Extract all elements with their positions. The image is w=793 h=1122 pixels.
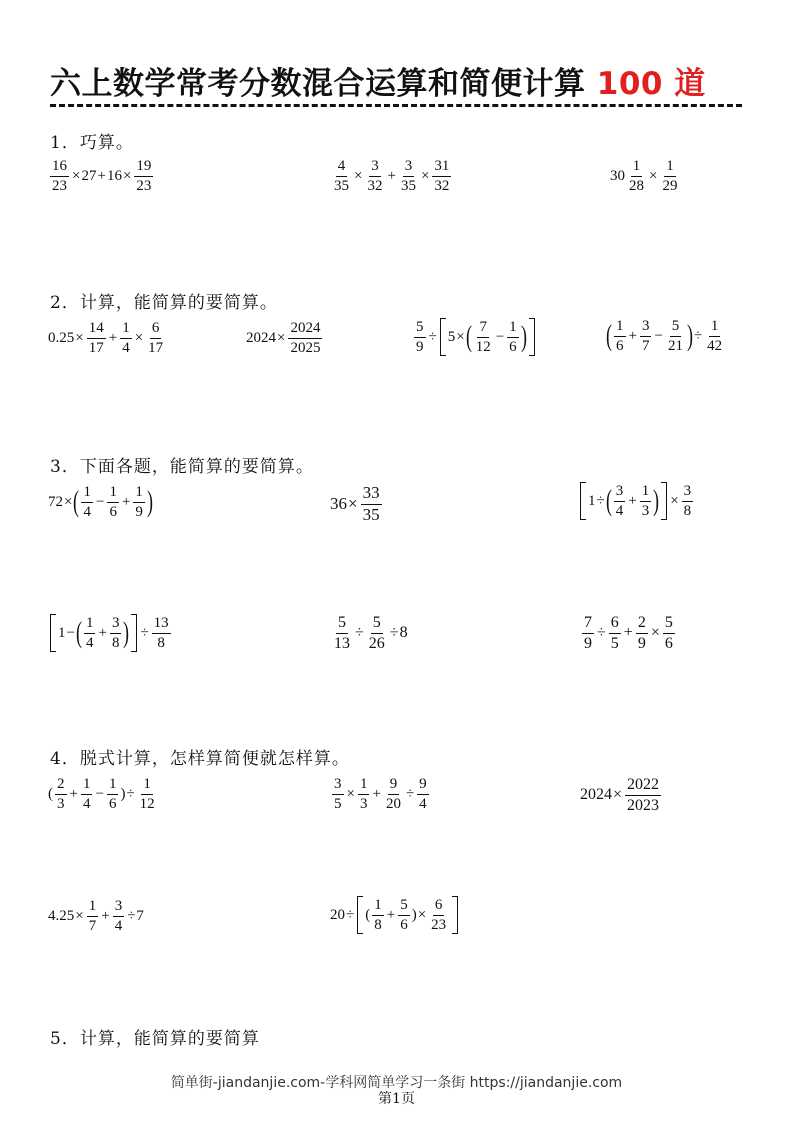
expr-2-3: $\frac{5}{9}$ ÷ 5 × ( $\frac{7}{12}$ − $\frac{1}{6}$ ) bbox=[412, 318, 537, 356]
section-4-heading: 4．脱式计算，怎样算简便就怎样算。 bbox=[50, 749, 350, 769]
footer-source: 简单街-jiandanjie.com-学科网简单学习一条街 https://jiandanjie.com bbox=[170, 1075, 623, 1091]
expr-2-2: 2024 × $\frac{2024}{2025}$ bbox=[246, 320, 321, 356]
expr-2-1: 0.25 × $\frac{14}{17}$ + $\frac{1}{4}$ × $\frac{6}{17}$ bbox=[48, 320, 164, 356]
page-number: 第1页 bbox=[378, 1091, 415, 1107]
section-3-heading: 3．下面各题，能简算的要简算。 bbox=[50, 457, 314, 477]
title-count: 100 道 bbox=[596, 66, 706, 102]
title-divider bbox=[50, 104, 742, 107]
expr-4-5: 20 ÷ ( $\frac{1}{8}$ + $\frac{5}{6}$ ) × $\frac{6}{23}$ bbox=[330, 896, 460, 934]
page-title: 六上数学常考分数混合运算和简便计算 100 道 bbox=[50, 66, 706, 102]
expr-4-3: 2024 × $\frac{2022}{2023}$ bbox=[580, 776, 660, 814]
expr-3-4: 1 − ( $\frac{1}{4}$ + $\frac{3}{8}$ ) ÷ $\frac{13}{8}$ bbox=[48, 614, 173, 652]
expr-2-4: ( $\frac{1}{6}$ + $\frac{3}{7}$ − $\frac{5}{21}$ ) ÷ $\frac{1}{42}$ bbox=[606, 318, 723, 354]
expr-1-1: $\frac{16}{23}$ × 27 + 16 × $\frac{19}{23}$ bbox=[52, 158, 152, 194]
section-1-heading: 1．巧算。 bbox=[50, 133, 134, 153]
expr-3-6: $\frac{7}{9}$ ÷ $\frac{6}{5}$ + $\frac{2}{9}$ × $\frac{5}{6}$ bbox=[584, 614, 673, 652]
expr-3-3: 1 ÷ ( $\frac{3}{4}$ + $\frac{1}{3}$ ) × $\frac{3}{8}$ bbox=[578, 482, 695, 520]
expr-4-2: $\frac{3}{5}$ × $\frac{1}{3}$ + $\frac{9}{20}$ ÷ $\frac{9}{4}$ bbox=[334, 776, 427, 812]
section-5-heading: 5．计算，能简算的要简算 bbox=[50, 1029, 260, 1049]
expr-4-4: 4.25 × $\frac{1}{7}$ + $\frac{3}{4}$ ÷ 7 bbox=[48, 898, 144, 934]
section-2-heading: 2．计算，能简算的要简算。 bbox=[50, 293, 278, 313]
expr-3-1: 72 × ( $\frac{1}{4}$ − $\frac{1}{6}$ + $\frac{1}{9}$ ) bbox=[48, 484, 153, 520]
expr-3-2: 36 × $\frac{33}{35}$ bbox=[330, 483, 380, 524]
expr-3-5: $\frac{5}{13}$ ÷ $\frac{5}{26}$ ÷ 8 bbox=[334, 614, 408, 652]
expr-1-2: $\frac{4}{35}$ × $\frac{3}{32}$ + $\frac{3}{35}$ × $\frac{31}{32}$ bbox=[334, 158, 450, 194]
expr-1-3: 30 $\frac{1}{28}$ × $\frac{1}{29}$ bbox=[610, 158, 678, 194]
expr-4-1: ( $\frac{2}{3}$ + $\frac{1}{4}$ − $\frac{1}{6}$ ) ÷ $\frac{1}{12}$ bbox=[48, 776, 155, 812]
